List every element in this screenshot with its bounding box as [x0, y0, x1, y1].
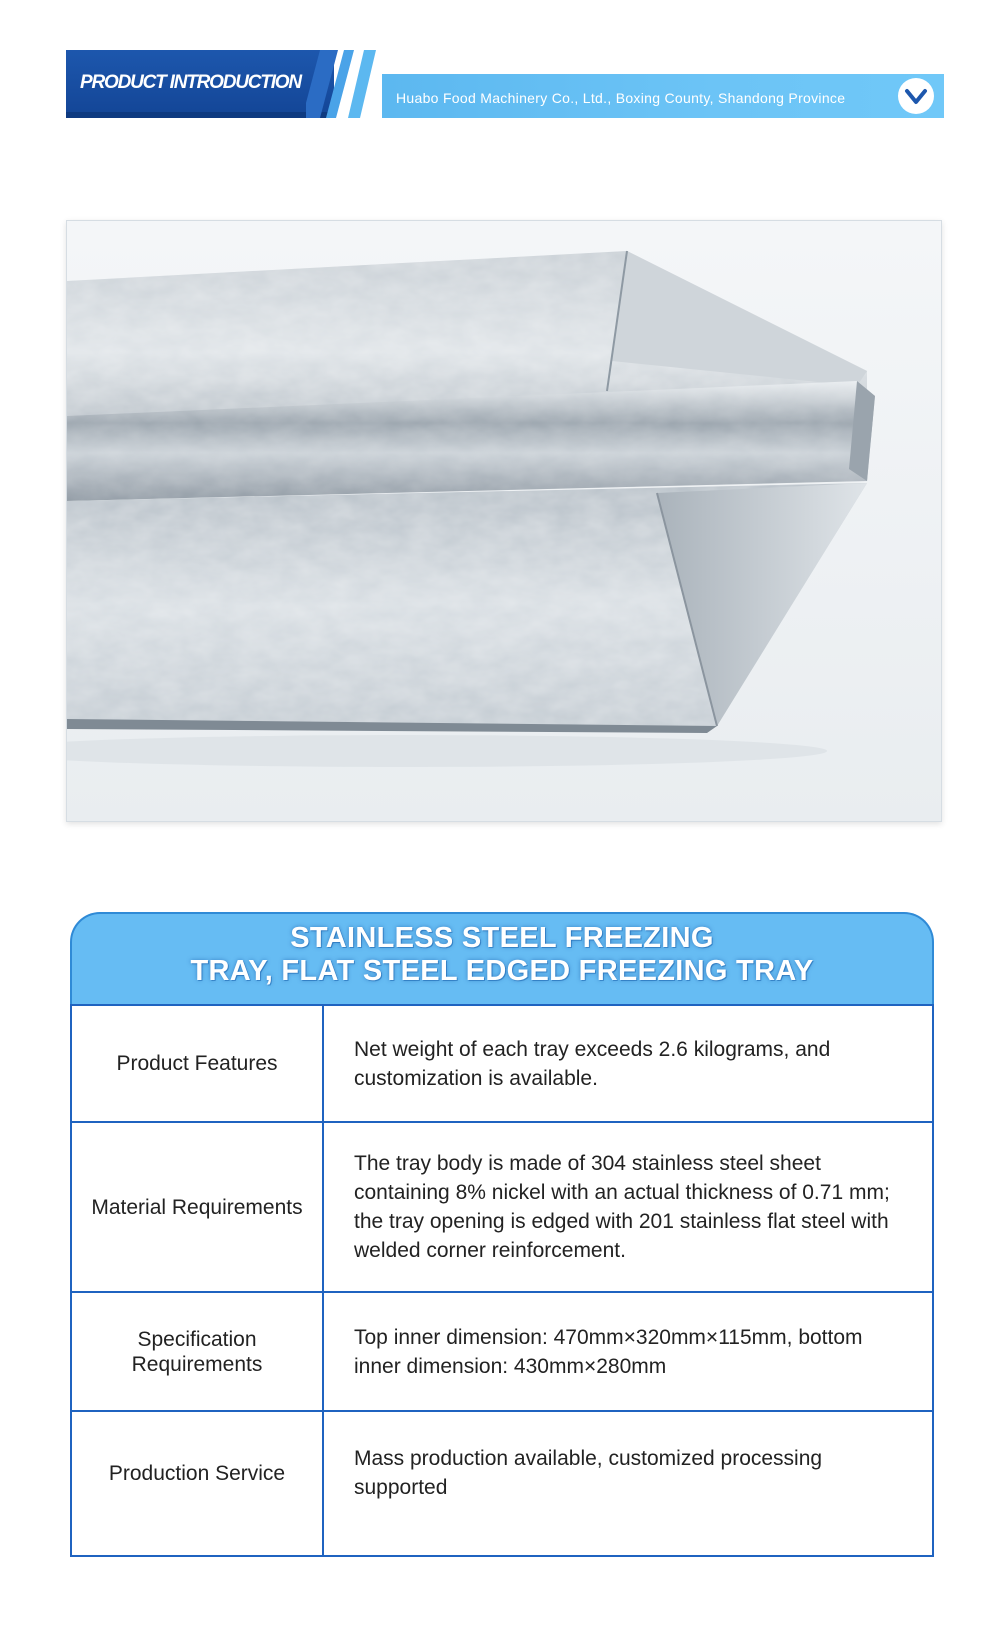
row-label-specification-requirements: Specification Requirements: [131, 1327, 263, 1376]
row-value-production-service: Mass production available, customized processing supported: [354, 1447, 823, 1499]
spec-table: [70, 912, 934, 1557]
row-label-production-service: Production Service: [108, 1461, 286, 1485]
company-name: Huabo Food Machinery Co., Ltd., Boxing County, Shandong Province: [396, 90, 846, 106]
section-header-banner: [66, 50, 944, 118]
header-title-shadow: [66, 112, 334, 118]
section-title: PRODUCT INTRODUCTION: [80, 72, 301, 93]
stainless-steel-tray-image: [67, 221, 941, 821]
spec-table-title: STAINLESS STEEL FREEZING TRAY, FLAT STEEL EDGED FREEZING TRAY: [190, 922, 814, 987]
row-label-product-features: Product Features: [116, 1052, 278, 1075]
spec-table-body: [70, 1004, 934, 1557]
column-divider: [322, 1006, 324, 1555]
row-label-material-requirements: Material Requirements: [91, 1195, 303, 1219]
row-value-specification-requirements: Top inner dimension: 470mm×320mm×115mm, bottom inner dimension: 430mm×280mm: [354, 1325, 863, 1378]
row-value-product-features: Net weight of each tray exceeds 2.6 kilograms, and customization is available.: [354, 1037, 831, 1090]
decorative-slashes: [306, 50, 386, 118]
product-photo: [66, 220, 942, 822]
chevron-down-icon[interactable]: [898, 78, 934, 114]
row-value-material-requirements: The tray body is made of 304 stainless steel sheet containing 8% nickel with an actual thickness of 0.71 mm; the tray opening is edged with 201 stainless flat steel with welded corner reinforcement.: [354, 1152, 890, 1262]
